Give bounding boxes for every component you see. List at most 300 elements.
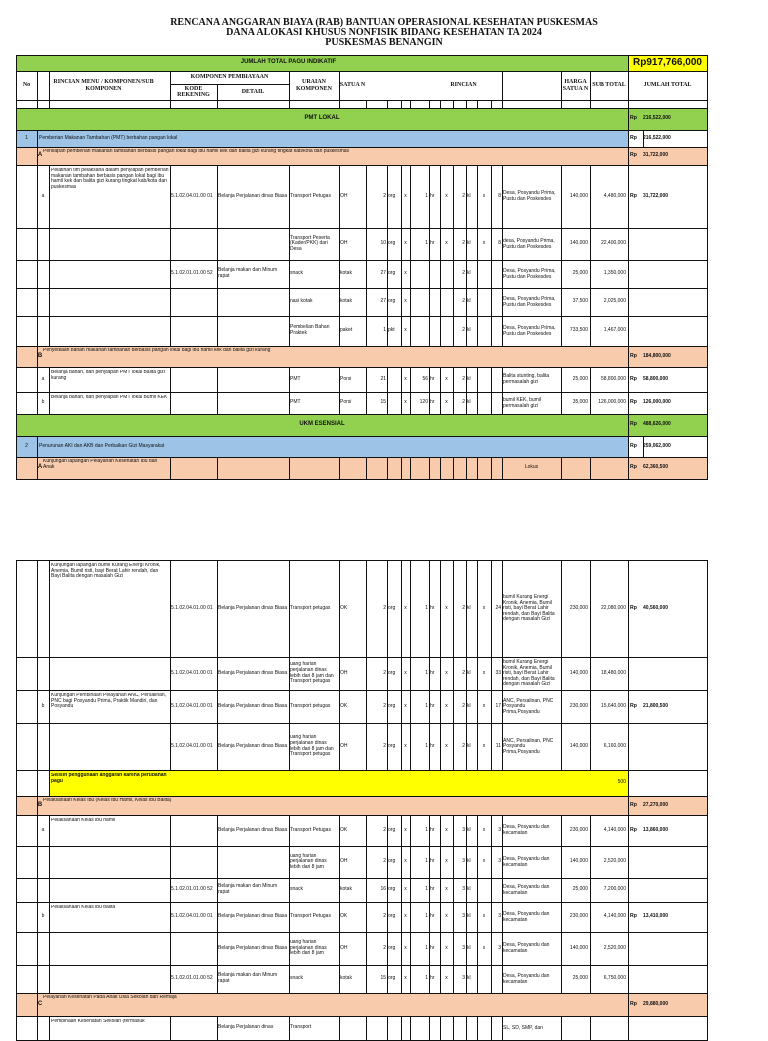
- grid-line: [628, 414, 629, 436]
- item-unit-1: org: [388, 604, 396, 611]
- jumlah-total-value: 488,626,000: [643, 421, 671, 428]
- grid-line: [707, 316, 708, 346]
- grid-line: [16, 414, 708, 415]
- grid-line: [590, 100, 591, 108]
- item-component: PMT: [290, 375, 301, 382]
- item-detail: Belanja Perjalanan dinas Biasa: [218, 192, 288, 199]
- grid-line: [628, 108, 629, 130]
- grid-line: [561, 100, 562, 108]
- jumlah-total-value: 27,270,000: [643, 801, 669, 808]
- item-unit-2: hr: [430, 604, 435, 611]
- total-currency: Rp: [630, 913, 637, 920]
- grid-line: [170, 932, 171, 965]
- item-qty-3: 3: [462, 913, 465, 920]
- grid-line: [477, 965, 478, 993]
- grid-line: [339, 1016, 340, 1040]
- times-sign: x: [404, 826, 407, 833]
- item-component: snack: [290, 975, 304, 982]
- item-unit-2: hr: [430, 742, 435, 749]
- grid-line: [453, 1016, 454, 1040]
- grid-line: [628, 316, 629, 346]
- grid-line: [170, 457, 171, 479]
- item-subtotal: 4,140,000: [603, 913, 626, 920]
- times-sign: x: [445, 399, 448, 406]
- grid-line: [429, 288, 430, 316]
- item-subtotal: 18,480,000: [600, 669, 626, 676]
- jumlah-total-value: 13,410,000: [643, 913, 669, 920]
- item-mark: b: [41, 702, 45, 709]
- grid-line: [628, 932, 629, 965]
- grid-line: [707, 878, 708, 902]
- item-qty-1: 21: [380, 375, 386, 382]
- item-component: nasi kotak: [290, 298, 313, 305]
- grid-line: [16, 770, 17, 796]
- grid-line: [16, 457, 17, 479]
- grid-line: [16, 878, 17, 902]
- grid-line: [502, 100, 503, 108]
- item-location: Desa, Posyandu dan kecamatan: [503, 910, 550, 923]
- item-qty-1: 2: [383, 604, 386, 611]
- grid-line: [16, 878, 708, 879]
- grid-line: [387, 457, 388, 479]
- header-komponen-pembiayaan: KOMPONEN PEMBIAYAAN: [190, 74, 269, 81]
- total-currency: Rp: [630, 801, 637, 808]
- grid-line: [707, 723, 708, 770]
- item-detail: Belanja Perjalanan dinas Biasa: [218, 913, 288, 920]
- item-component: uang harian perjalanan dinas lebih dari 8 jam dan Transport petugas: [290, 661, 334, 685]
- item-qty-3: 3: [462, 826, 465, 833]
- total-currency: Rp: [630, 375, 637, 382]
- item-qty-4: 8: [498, 192, 501, 199]
- grid-line: [707, 147, 708, 165]
- grid-line: [401, 1016, 402, 1040]
- item-unit-3: kl: [467, 270, 471, 277]
- header-jumlah-total: JUMLAH TOTAL: [643, 82, 692, 89]
- grid-line: [16, 902, 708, 903]
- grid-line: [16, 1016, 17, 1040]
- item-qty-1: 10: [380, 240, 386, 247]
- item-unit: kotak: [340, 886, 352, 893]
- grid-line: [707, 796, 708, 815]
- times-sign: x: [445, 886, 448, 893]
- item-unit-1: org: [388, 913, 396, 920]
- times-sign: x: [482, 702, 486, 709]
- item-qty-4: 3: [498, 826, 501, 833]
- item-unit-price: 140,000: [569, 192, 588, 199]
- grid-line: [491, 878, 492, 902]
- item-account-code: 5.1.02.04.01.00 01: [171, 669, 213, 676]
- item-unit-2: hr: [430, 886, 435, 893]
- subsection-letter: C: [37, 1000, 43, 1007]
- item-unit: Porsi: [340, 399, 352, 406]
- grid-line: [16, 932, 708, 933]
- grid-line: [707, 392, 708, 414]
- grid-line: [16, 657, 708, 658]
- grid-line: [16, 367, 17, 392]
- item-unit-3: kl: [467, 298, 471, 305]
- grid-line: [16, 902, 17, 932]
- grid-line: [387, 100, 388, 108]
- grid-line: [170, 846, 171, 878]
- header-satuan: SATUA N: [339, 82, 366, 89]
- item-qty-1: 2: [383, 192, 386, 199]
- grid-line: [628, 288, 629, 316]
- times-sign: x: [404, 858, 407, 865]
- grid-line: [16, 55, 708, 56]
- item-qty-3: 2: [462, 192, 465, 199]
- times-sign: x: [404, 270, 407, 277]
- item-qty-2: 1: [425, 913, 428, 920]
- band-label: PMT LOKAL: [304, 115, 340, 122]
- item-qty-1: 16: [380, 886, 386, 893]
- subsection-letter: B: [37, 352, 43, 359]
- item-unit-3: kl: [467, 702, 471, 709]
- grid-line: [170, 228, 171, 260]
- grid-line: [16, 993, 17, 1016]
- item-qty-3: 3: [462, 886, 465, 893]
- grid-line: [387, 392, 388, 414]
- grid-line: [628, 878, 629, 902]
- times-sign: x: [404, 886, 407, 893]
- item-description: Pembinaan Kesehatan Sekolah (termasuk: [51, 1019, 145, 1024]
- item-qty-2: 120: [419, 399, 428, 406]
- grid-line: [49, 165, 50, 228]
- jumlah-total-value: 184,800,000: [643, 352, 671, 359]
- item-location: bumil Kurang Energi Kronik, Anemia, Bumil risti, bayi Berat Lahir rendah, dan Bayi Balita dengan masalah Gizi: [503, 659, 555, 688]
- item-component: PMT: [290, 399, 301, 406]
- item-unit-price: 230,000: [569, 604, 588, 611]
- grid-line: [170, 392, 171, 414]
- grid-line: [16, 316, 17, 346]
- item-unit-price: 230,000: [569, 913, 588, 920]
- grid-line: [16, 346, 708, 347]
- subsection-label: Pelayanan Kesehatan Pada Anak Usia Sekolah dan Remaja: [43, 995, 177, 1000]
- item-unit-price: 140,000: [569, 944, 588, 951]
- grid-line: [429, 100, 430, 108]
- times-sign: x: [482, 742, 486, 749]
- item-qty-2: 56: [422, 375, 428, 382]
- jumlah-total-value: 126,000,000: [643, 399, 671, 406]
- item-qty-1: 27: [380, 270, 386, 277]
- grid-line: [16, 479, 708, 480]
- item-location: Desa, Posyandu dan kecamatan: [503, 855, 550, 868]
- item-account-code: 5.1.02.04.01.00 01: [171, 913, 213, 920]
- item-unit-price: 35,000: [572, 399, 588, 406]
- item-qty-3: 2: [462, 399, 465, 406]
- times-sign: x: [404, 975, 407, 982]
- item-qty-3: 2: [462, 742, 465, 749]
- document-title: [0, 18, 768, 48]
- item-qty-1: 1: [383, 327, 386, 334]
- times-sign: x: [445, 192, 448, 199]
- item-unit-3: kl: [467, 826, 471, 833]
- grid-line: [440, 316, 441, 346]
- item-qty-4: 3: [498, 858, 501, 865]
- header-detail: DETAIL: [241, 88, 265, 95]
- header-harga-satuan: HARGA SATUA N: [562, 79, 589, 92]
- grid-line: [410, 100, 411, 108]
- item-unit-2: hr: [430, 669, 435, 676]
- times-sign: x: [404, 192, 407, 199]
- item-qty-2: 1: [425, 975, 428, 982]
- grid-line: [477, 392, 478, 414]
- grid-line: [170, 316, 171, 346]
- total-currency: Rp: [630, 421, 637, 428]
- header-rincian: RINCIAN: [450, 82, 477, 89]
- item-unit-price: 230,000: [569, 702, 588, 709]
- grid-line: [49, 392, 50, 414]
- grid-line: [491, 1016, 492, 1040]
- times-sign: x: [404, 669, 407, 676]
- item-qty-1: 15: [380, 975, 386, 982]
- item-unit: OH: [340, 944, 348, 951]
- item-unit-1: org: [388, 826, 396, 833]
- grid-line: [707, 228, 708, 260]
- item-unit-1: pkt: [388, 327, 395, 334]
- item-location: Balita stunting, balita permasalah gizi: [503, 373, 550, 385]
- item-component: Transport Petugas: [290, 826, 331, 833]
- grid-line: [16, 690, 17, 723]
- item-qty-2: 1: [425, 858, 428, 865]
- item-unit-2: hr: [430, 826, 435, 833]
- grid-line: [16, 965, 708, 966]
- jumlah-total-value: 62,360,500: [643, 464, 669, 471]
- times-sign: x: [482, 826, 486, 833]
- grid-line: [707, 993, 708, 1016]
- item-qty-4: 3: [498, 913, 501, 920]
- item-detail: Belanja Perjalanan dinas Biasa: [218, 944, 288, 951]
- grid-line: [49, 965, 50, 993]
- grid-line: [49, 288, 50, 316]
- grid-line: [49, 100, 50, 108]
- section-label: Pemberian Makanan Tambahan (PMT) berbahan pangan lokal: [39, 134, 178, 141]
- grid-line: [16, 392, 17, 414]
- grid-line: [16, 770, 708, 771]
- jumlah-total-value: 216,522,000: [643, 115, 671, 122]
- item-subtotal: 6,160,000: [603, 742, 626, 749]
- item-qty-3: 2: [462, 669, 465, 676]
- item-subtotal: 22,400,000: [600, 240, 626, 247]
- item-description: Pelaksanaan Kelas ibu balita: [51, 905, 116, 910]
- grid-line: [707, 815, 708, 846]
- grid-line: [49, 815, 50, 846]
- item-qty-3: 3: [462, 858, 465, 865]
- item-detail: Belanja Perjalanan dinas Biasa: [218, 669, 288, 676]
- times-sign: x: [404, 327, 407, 334]
- grid-line: [16, 796, 17, 815]
- total-currency: Rp: [630, 134, 637, 141]
- grid-line: [37, 316, 38, 346]
- item-location: Desa, Posyandu Prima, Pustu dan Poskesdes: [503, 295, 556, 308]
- grid-line: [410, 260, 411, 288]
- item-unit-3: kl: [467, 944, 471, 951]
- grid-line: [429, 260, 430, 288]
- grid-line: [37, 130, 38, 147]
- item-unit-2: hr: [430, 975, 435, 982]
- item-subtotal: 22,080,000: [600, 604, 626, 611]
- item-qty-4: 11: [495, 742, 501, 749]
- times-sign: x: [445, 375, 448, 382]
- grid-line: [429, 1016, 430, 1040]
- grid-line: [49, 723, 50, 770]
- grid-line: [628, 100, 629, 108]
- grid-line: [16, 288, 17, 316]
- item-qty-2: 1: [425, 702, 428, 709]
- item-unit-3: kl: [467, 375, 471, 382]
- grid-line: [707, 130, 708, 147]
- item-account-code: 5.1.02.04.01.00 01: [171, 702, 213, 709]
- item-account-code: 5.1.02.04.01.00 01: [171, 604, 213, 611]
- item-qty-4: 8: [498, 240, 501, 247]
- grid-line: [37, 288, 38, 316]
- item-location: Desa, Posyandu Prima, Pustu dan Poskesdes: [503, 190, 556, 202]
- item-qty-1: 27: [380, 298, 386, 305]
- item-unit-1: org: [388, 858, 396, 865]
- item-unit: Porsi: [340, 375, 352, 382]
- item-component: uang harian perjalanan dinas lebih dari 8 jam: [290, 939, 327, 957]
- item-qty-3: 2: [462, 702, 465, 709]
- grid-line: [49, 932, 50, 965]
- title-line-3: PUSKESMAS BENANGIN: [325, 37, 443, 48]
- grid-line: [387, 367, 388, 392]
- item-mark: b: [41, 399, 45, 406]
- grid-line: [628, 165, 629, 228]
- grid-line: [628, 560, 629, 657]
- grid-line: [707, 100, 708, 108]
- times-sign: x: [404, 399, 407, 406]
- grid-line: [628, 796, 629, 815]
- item-qty-1: 2: [383, 858, 386, 865]
- grid-line: [429, 457, 430, 479]
- grid-line: [37, 260, 38, 288]
- times-sign: x: [445, 604, 448, 611]
- item-qty-4: 3: [498, 944, 501, 951]
- item-mark: a: [41, 826, 45, 833]
- grid-line: [491, 260, 492, 288]
- item-qty-4: 24: [495, 604, 501, 611]
- grid-line: [49, 1016, 50, 1040]
- item-unit-1: org: [388, 192, 396, 199]
- item-unit-1: org: [388, 975, 396, 982]
- grid-line: [477, 100, 478, 108]
- grid-line: [289, 457, 290, 479]
- grid-line: [707, 457, 708, 479]
- grid-line: [16, 100, 17, 108]
- item-subtotal: 4,140,000: [603, 826, 626, 833]
- grid-line: [289, 100, 290, 108]
- grid-line: [49, 260, 50, 288]
- item-qty-1: 2: [383, 913, 386, 920]
- item-description: Kunjungan Pembinaan Pelayanan ANC, Persalinan, PNC bagi Posyandu Prima, Praktik Mandiri, dan Posyandu: [51, 693, 167, 710]
- grid-line: [16, 965, 17, 993]
- grid-line: [477, 288, 478, 316]
- item-unit-1: org: [388, 669, 396, 676]
- item-unit-3: kl: [467, 240, 471, 247]
- times-sign: x: [404, 913, 407, 920]
- item-unit-1: org: [388, 240, 396, 247]
- grid-line: [217, 392, 218, 414]
- grid-line: [16, 560, 17, 657]
- grid-line: [37, 100, 38, 108]
- item-subtotal: 58,800,000: [600, 375, 626, 382]
- item-unit: kotak: [340, 975, 352, 982]
- total-currency: Rp: [630, 192, 637, 199]
- item-unit: OH: [340, 240, 348, 247]
- item-subtotal: 2,520,000: [603, 858, 626, 865]
- jumlah-total-value: 29,880,000: [643, 1000, 669, 1007]
- grid-line: [628, 392, 629, 414]
- grid-line: [466, 100, 467, 108]
- item-qty-2: 1: [425, 944, 428, 951]
- section-label: Penurunan AKI dan AKB dan Perbaikan Gizi Masyarakat: [39, 442, 165, 449]
- item-detail: Belanja makan dan Minum rapat: [218, 883, 278, 895]
- grid-line: [217, 846, 218, 878]
- item-mark: a: [41, 192, 45, 199]
- times-sign: x: [445, 944, 448, 951]
- grid-line: [37, 657, 38, 690]
- grid-line: [16, 846, 17, 878]
- item-unit-3: kl: [467, 192, 471, 199]
- item-location: Desa, Posyandu dan kecamatan: [503, 942, 550, 954]
- grid-line: [16, 690, 708, 691]
- grid-line: [16, 657, 17, 690]
- grid-line: [477, 1016, 478, 1040]
- grid-line: [628, 657, 629, 690]
- grid-line: [410, 457, 411, 479]
- item-location: bumil Kurang Energi Kronik, Anemia, Bumil risti, bayi Berat Lahir rendah, dan Bayi Balita dengan masalah Gizi: [503, 594, 555, 623]
- item-unit-1: org: [388, 270, 396, 277]
- item-unit: OK: [340, 702, 348, 709]
- pagu-bar: [561, 55, 628, 71]
- grid-line: [49, 228, 50, 260]
- grid-line: [37, 878, 38, 902]
- total-currency: Rp: [630, 152, 637, 159]
- total-currency: Rp: [630, 1000, 637, 1007]
- item-qty-3: 2: [462, 240, 465, 247]
- grid-line: [37, 770, 38, 796]
- item-subtotal: 2,520,000: [603, 944, 626, 951]
- grid-line: [429, 316, 430, 346]
- grid-line: [590, 1016, 591, 1040]
- grid-line: [16, 932, 17, 965]
- grid-line: [410, 316, 411, 346]
- grid-line: [707, 346, 708, 367]
- pagu-value: Rp917,766,000: [633, 57, 702, 69]
- grid-line: [707, 367, 708, 392]
- grid-line: [453, 457, 454, 479]
- grid-line: [16, 260, 17, 288]
- grid-line: [170, 815, 171, 846]
- grid-line: [628, 228, 629, 260]
- item-unit: kotak: [340, 270, 352, 277]
- grid-line: [217, 457, 218, 479]
- grid-line: [16, 165, 708, 166]
- grid-line: [339, 100, 340, 108]
- grid-line: [707, 770, 708, 796]
- grid-line: [477, 260, 478, 288]
- item-detail: Belanja Perjalanan dinas: [218, 1024, 274, 1031]
- item-detail: Belanja Perjalanan dinas Biasa: [218, 604, 288, 611]
- item-detail: Belanja makan dan Minum rapat: [218, 972, 278, 984]
- item-unit-2: hr: [430, 399, 435, 406]
- jumlah-total-value: 40,560,000: [643, 604, 669, 611]
- total-currency: Rp: [630, 604, 637, 611]
- grid-line: [37, 1016, 38, 1040]
- item-unit-price: 230,000: [569, 826, 588, 833]
- grid-line: [217, 367, 218, 392]
- grid-line: [491, 288, 492, 316]
- adjustment-subtotal: 500: [617, 779, 626, 786]
